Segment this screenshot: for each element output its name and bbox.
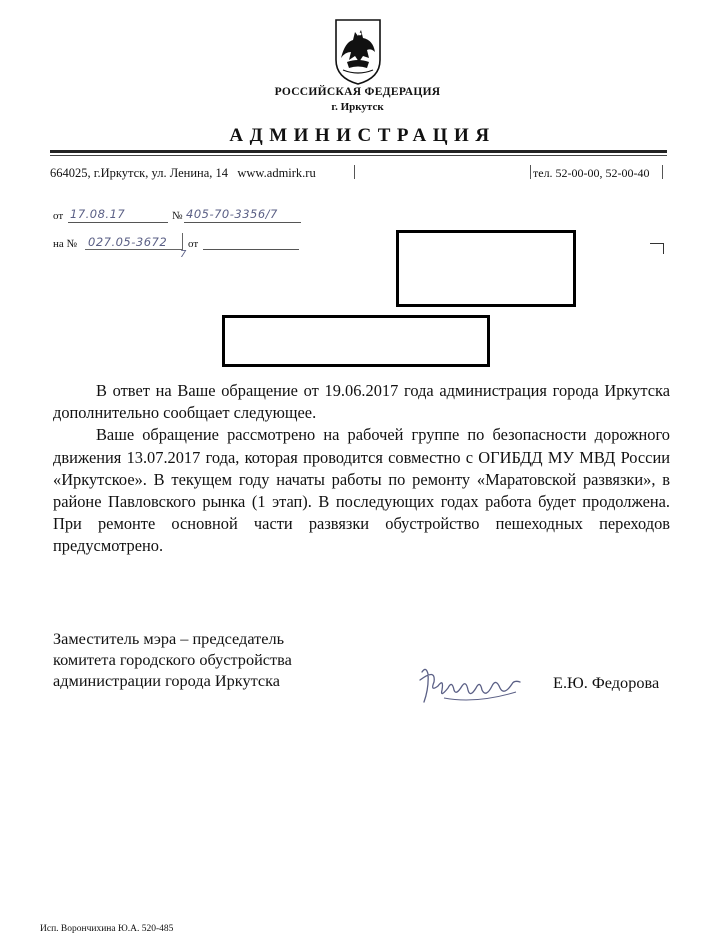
date-label: от	[53, 210, 64, 222]
number-underline	[184, 222, 301, 223]
body-paragraph: В ответ на Ваше обращение от 19.06.2017 года администрация города Иркутска дополнительно сообщает следующее.	[53, 381, 670, 423]
date-underline	[68, 222, 168, 223]
reply-number-suffix: 7	[180, 249, 187, 260]
executor-note: Исп. Ворончихина Ю.А. 520-485	[40, 924, 174, 934]
country-name: РОССИЙСКАЯ ФЕДЕРАЦИЯ	[274, 86, 441, 98]
handwritten-signature	[416, 662, 524, 710]
header-rule-thick	[50, 150, 667, 153]
outgoing-date: 17.08.17	[70, 207, 126, 221]
letter-body	[53, 380, 670, 558]
reply-number-box	[85, 233, 183, 250]
position-line: администрации города Иркутска	[53, 671, 281, 690]
reply-label: на №	[53, 238, 78, 250]
corner-mark	[650, 243, 664, 254]
divider-tick	[530, 165, 531, 179]
outgoing-number: 405-70-3356/7	[186, 207, 278, 221]
position-line: Заместитель мэра – председатель	[53, 629, 285, 648]
number-label: №	[172, 210, 183, 222]
position-line: комитета городского обустройства	[53, 650, 292, 669]
reply-date-underline	[203, 249, 299, 250]
address-line: 664025, г.Иркутск, ул. Ленина, 14 www.admirk.ru	[50, 166, 316, 180]
signatory-position	[53, 628, 292, 691]
page-title: АДМИНИСТРАЦИЯ	[229, 125, 496, 146]
phone-numbers: тел. 52-00-00, 52-00-40	[533, 166, 650, 180]
reply-number: 027.05-3672	[88, 235, 168, 249]
divider-tick	[354, 165, 355, 179]
body-paragraph: Ваше обращение рассмотрено на рабочей группе по безопасности дорожного движения 13.07.2017 года, которая проводится совместно с ОГИБДД МУ МВД России «Иркутское». В текущем году начаты работы по ремонту «Маратовской развязки», в районе Павловского рынка (1 этап). В последующих годах работа будет продолжена. При ремонте основной части развязки обустройство пешеходных переходов предусмотрено.	[53, 425, 670, 556]
irkutsk-coat-of-arms-icon	[333, 18, 383, 86]
reply-date-label: от	[188, 238, 199, 250]
divider-tick	[662, 165, 663, 179]
signer-name: Е.Ю. Федорова	[553, 673, 660, 692]
redacted-recipient-block	[396, 230, 576, 307]
city-name: г. Иркутск	[331, 101, 384, 113]
redacted-addressee-block	[222, 315, 490, 367]
header-rule-thin	[50, 155, 667, 156]
